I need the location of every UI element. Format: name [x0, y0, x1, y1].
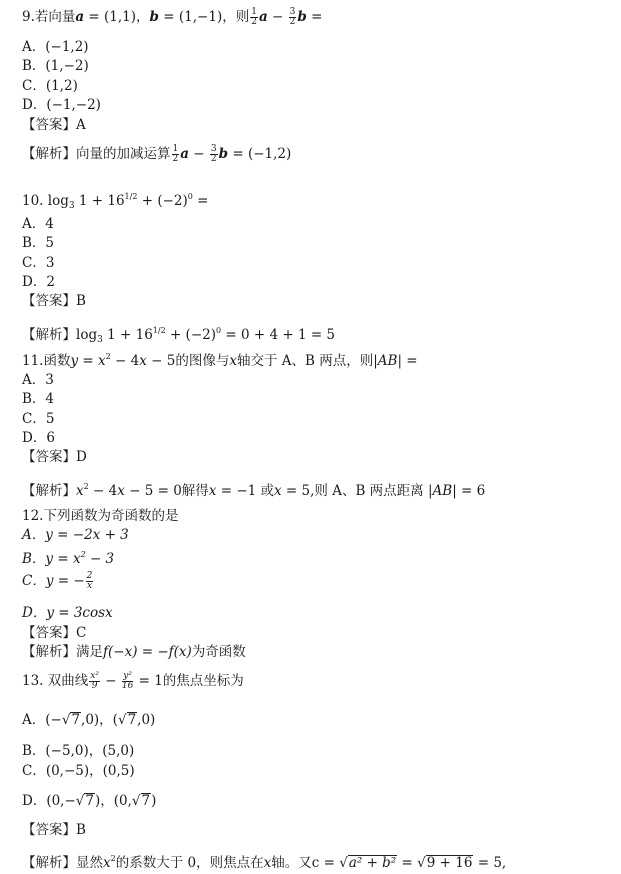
- q9-option-b: B．(1,−2): [22, 58, 89, 74]
- vector-b: b: [297, 9, 307, 25]
- q13-option-c: C．(0,−5)，(0,5): [22, 763, 135, 779]
- fraction: $\frac{\text{y²}}{16}$: [121, 671, 134, 691]
- q9-option-d: D．(−1,−2): [22, 97, 101, 113]
- q13-stem: 13. 双曲线 $\frac{\text{x²}}{9}$ − $\frac{\text{y²}}{16}$ = 1的焦点坐标为: [22, 671, 244, 691]
- text: = (1,−1)，则: [159, 9, 250, 25]
- q11-stem: 11.函数$y = x^2 - 4x - 5$的图像与x轴交于 A、B 两点，则|AB| =: [22, 352, 418, 369]
- q11-option-c: C．5: [22, 411, 55, 427]
- vector-b: b: [149, 9, 159, 25]
- q10-option-b: B．5: [22, 235, 55, 251]
- fraction: $\frac{1}{2}$: [172, 144, 179, 164]
- q12-option-c: C．y = − $\frac{2}{x}$: [22, 571, 93, 591]
- vector-a: a: [258, 9, 268, 25]
- q11-option-d: D．6: [22, 430, 55, 446]
- q9-stem: [22, 8, 322, 27]
- q12-stem: 12.下列函数为奇函数的是: [22, 508, 179, 524]
- vector-b: b: [218, 146, 229, 162]
- q12-option-d: D．y = 3cosx: [22, 605, 113, 621]
- text: = (−1,2): [228, 146, 292, 162]
- text: = (1,1)，: [84, 9, 150, 25]
- q13-answer: 【答案】B: [22, 822, 86, 838]
- vector-a: a: [75, 9, 85, 25]
- q10-option-d: D．2: [22, 274, 55, 290]
- q9-analysis: [22, 145, 291, 164]
- q13-option-b: B．(−5,0)，(5,0): [22, 743, 135, 759]
- q12-option-b: B．$y = x^2 - 3$: [22, 550, 115, 567]
- q9-option-c: C．(1,2): [22, 78, 78, 94]
- q12-analysis: 【解析】满足f(−x) = −f(x)为奇函数: [22, 644, 246, 660]
- vector-a: a: [180, 146, 189, 162]
- q11-option-b: B．4: [22, 391, 55, 407]
- q11-answer: 【答案】D: [22, 449, 87, 465]
- fraction: $\frac{\text{x²}}{9}$: [90, 671, 99, 691]
- q11-analysis: 【解析】$x^2 - 4x - 5 = 0$解得x = −1 或x = 5,则 A、B 两点距离 |AB| = 6: [22, 482, 486, 499]
- q13-option-d: D．(0,−√7)，(0,√7): [22, 793, 157, 809]
- q11-option-a: A．3: [22, 372, 54, 388]
- fraction: $\frac{2}{x}$: [86, 571, 93, 591]
- q10-option-c: C．3: [22, 255, 55, 271]
- text: 【解析】向量的加减运算: [22, 146, 171, 162]
- q13-option-a: A．(−√7,0)，(√7,0): [22, 712, 156, 728]
- q10-option-a: A．4: [22, 216, 54, 232]
- text: −: [188, 146, 209, 162]
- q12-option-a: A．y = −2x + 3: [22, 527, 129, 543]
- text: =: [306, 9, 323, 25]
- q9-answer: 【答案】A: [22, 117, 86, 133]
- q10-stem: 10. $\log_3 1 + 16^{1/2} + (-2)^0$ =: [22, 192, 209, 211]
- text: −: [267, 9, 288, 25]
- q10-answer: 【答案】B: [22, 293, 86, 309]
- q10-analysis: 【解析】$\log_3 1 + 16^{1/2} + (-2)^0 = 0 + 4 + 1 = 5$: [22, 326, 336, 345]
- q9-option-a: A．(−1,2): [22, 39, 89, 55]
- fraction: $\frac{3}{2}$: [289, 7, 296, 27]
- text: 9.若向量: [22, 9, 76, 25]
- q12-answer: 【答案】C: [22, 625, 87, 641]
- q13-analysis: 【解析】显然$x^2$的系数大于 0，则焦点在x轴。又c = √a² + b² = √9 + 16 = 5,: [22, 854, 507, 871]
- fraction: $\frac{3}{2}$: [210, 144, 217, 164]
- fraction: $\frac{1}{2}$: [251, 7, 257, 27]
